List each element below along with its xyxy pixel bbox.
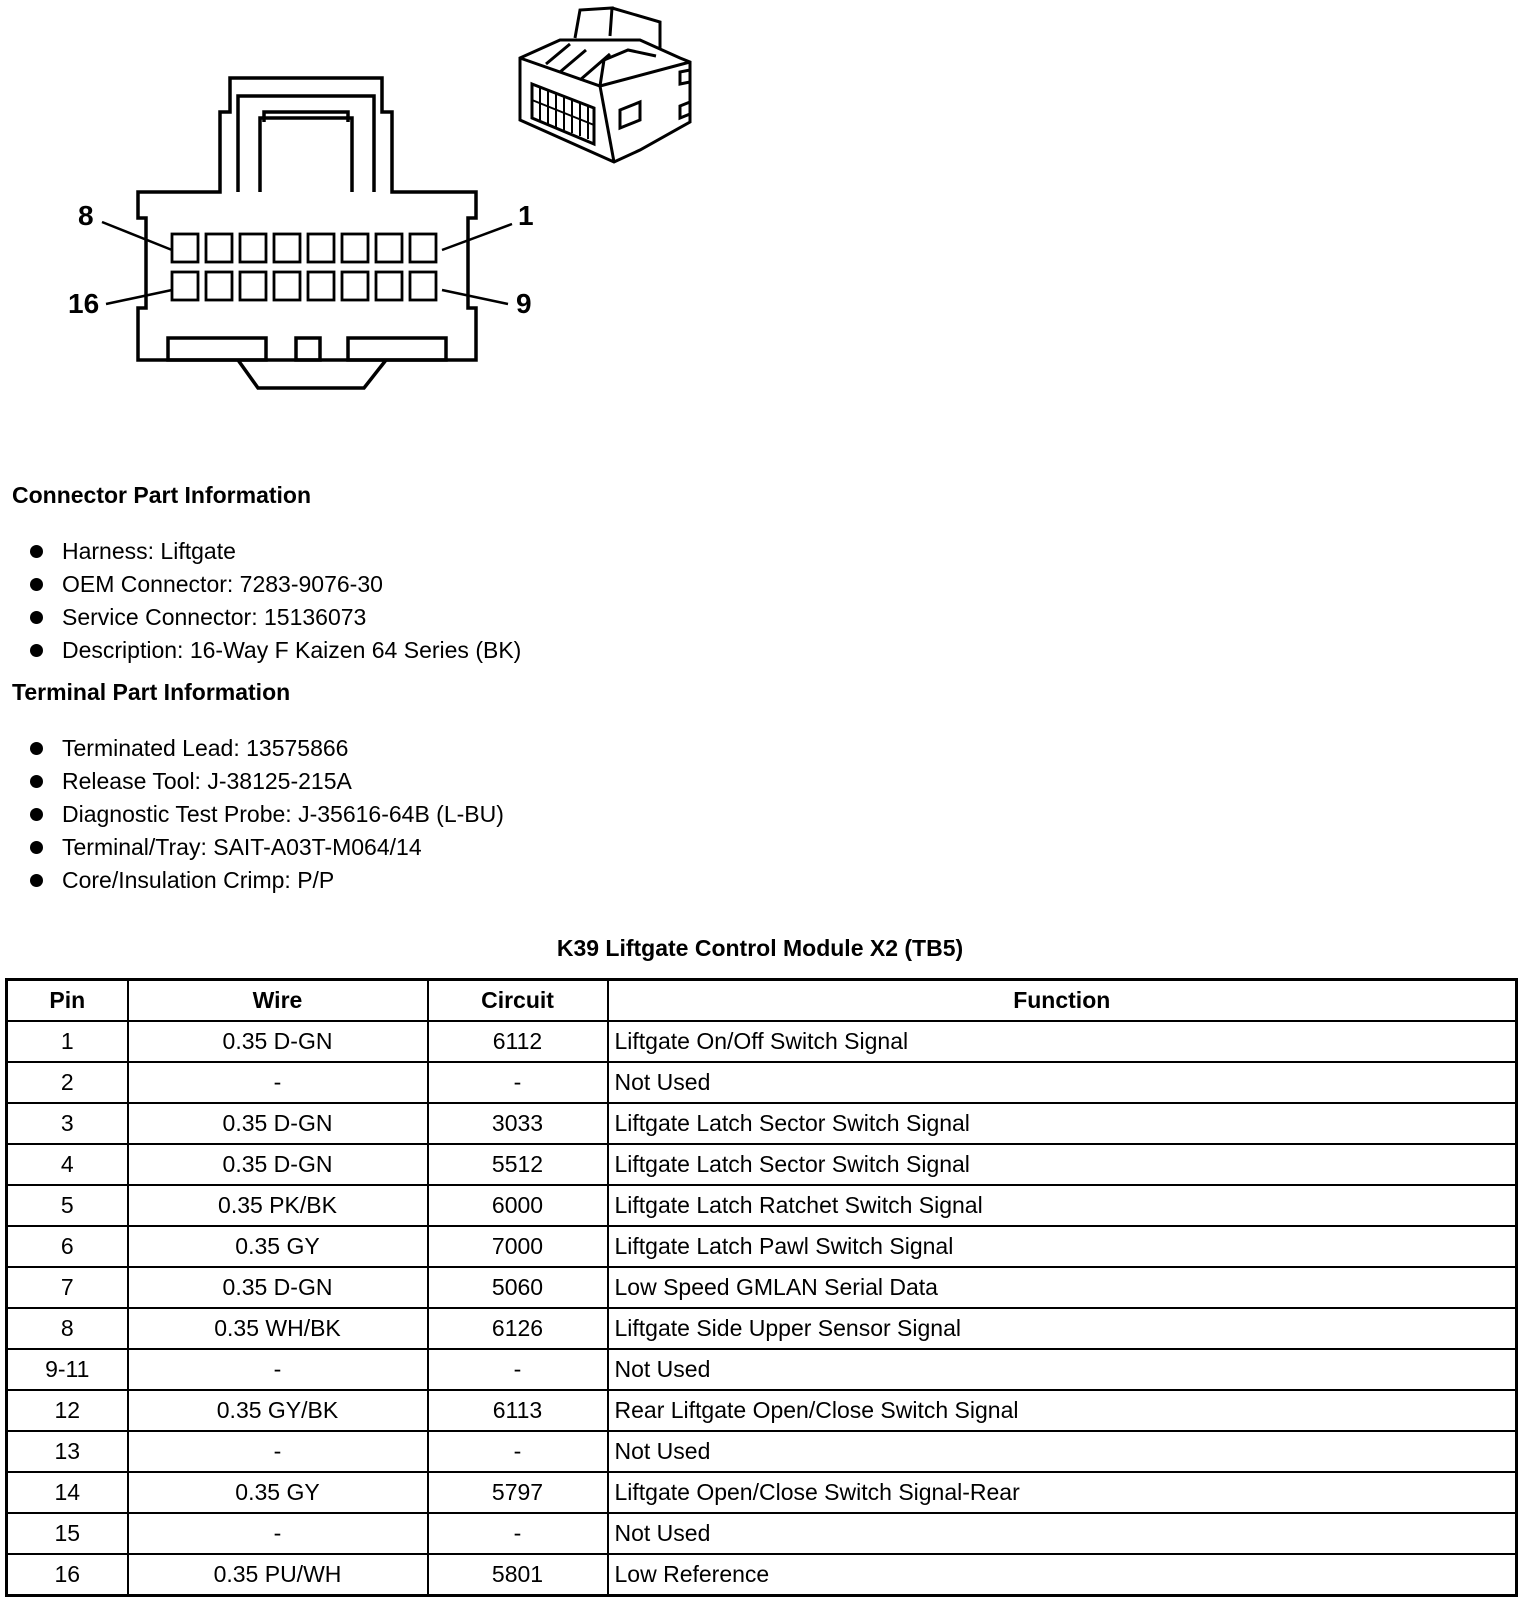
cell-wire: 0.35 PU/WH (128, 1554, 428, 1596)
cell-pin: 2 (7, 1062, 128, 1103)
cell-pin: 6 (7, 1226, 128, 1267)
connector-cavity (308, 272, 334, 300)
cell-circuit: 5060 (428, 1267, 608, 1308)
connector-cavity (274, 234, 300, 262)
connector-cavity (342, 234, 368, 262)
cell-function: Low Reference (608, 1554, 1517, 1596)
cell-circuit: 6112 (428, 1021, 608, 1062)
cell-pin: 13 (7, 1431, 128, 1472)
connector-cavity (240, 234, 266, 262)
cell-wire: 0.35 D-GN (128, 1267, 428, 1308)
cell-pin: 12 (7, 1390, 128, 1431)
table-row (7, 1144, 1517, 1185)
pin-label-1: 1 (518, 200, 534, 231)
list-item: Description: 16-Way F Kaizen 64 Series (BK) (30, 634, 521, 667)
connector-face-drawing (0, 0, 760, 420)
cell-function: Not Used (608, 1513, 1517, 1554)
cell-function: Liftgate Side Upper Sensor Signal (608, 1308, 1517, 1349)
cell-circuit: 6113 (428, 1390, 608, 1431)
connector-cavity (308, 234, 334, 262)
cell-function: Not Used (608, 1431, 1517, 1472)
connector-illustration (520, 8, 690, 162)
table-title: K39 Liftgate Control Module X2 (TB5) (556, 935, 964, 961)
cell-function: Low Speed GMLAN Serial Data (608, 1267, 1517, 1308)
connector-part-info-heading: Connector Part Information (12, 482, 312, 508)
table-header-row (7, 980, 1517, 1022)
cell-pin: 8 (7, 1308, 128, 1349)
cell-function: Not Used (608, 1062, 1517, 1103)
table-row (7, 1308, 1517, 1349)
connector-cavity (376, 272, 402, 300)
list-item: Release Tool: J-38125-215A (30, 765, 504, 798)
connector-cavity (376, 234, 402, 262)
cell-wire: 0.35 D-GN (128, 1021, 428, 1062)
pin-label-8: 8 (78, 200, 94, 231)
table-row (7, 1021, 1517, 1062)
cell-function: Liftgate Latch Sector Switch Signal (608, 1103, 1517, 1144)
connector-face-diagram (0, 0, 760, 420)
connector-cavity (206, 234, 232, 262)
cell-wire: 0.35 D-GN (128, 1103, 428, 1144)
cell-circuit: 5797 (428, 1472, 608, 1513)
table-row (7, 1267, 1517, 1308)
cell-circuit: 6000 (428, 1185, 608, 1226)
terminal-part-info-list (30, 732, 504, 897)
cell-function: Rear Liftgate Open/Close Switch Signal (608, 1390, 1517, 1431)
pinout-table (5, 978, 1518, 1597)
header-circuit: Circuit (428, 980, 608, 1022)
pin-label-16: 16 (68, 288, 100, 319)
connector-cavity (172, 272, 198, 300)
list-item: Service Connector: 15136073 (30, 601, 521, 634)
cell-wire: 0.35 WH/BK (128, 1308, 428, 1349)
cell-wire: - (128, 1349, 428, 1390)
table-row (7, 1185, 1517, 1226)
cell-function: Liftgate Latch Ratchet Switch Signal (608, 1185, 1517, 1226)
list-item: Terminated Lead: 13575866 (30, 732, 504, 765)
table-row (7, 1226, 1517, 1267)
cell-circuit: 5801 (428, 1554, 608, 1596)
connector-cavity (172, 234, 198, 262)
cell-pin: 1 (7, 1021, 128, 1062)
cell-pin: 16 (7, 1554, 128, 1596)
list-item: OEM Connector: 7283-9076-30 (30, 568, 521, 601)
cell-function: Liftgate Latch Pawl Switch Signal (608, 1226, 1517, 1267)
table-row (7, 1349, 1517, 1390)
cell-wire: 0.35 GY (128, 1472, 428, 1513)
cell-wire: 0.35 GY (128, 1226, 428, 1267)
cell-pin: 7 (7, 1267, 128, 1308)
connector-cavity (240, 272, 266, 300)
cell-circuit: - (428, 1062, 608, 1103)
list-item: Terminal/Tray: SAIT-A03T-M064/14 (30, 831, 504, 864)
connector-cavity (410, 272, 436, 300)
header-function: Function (608, 980, 1517, 1022)
header-pin: Pin (7, 980, 128, 1022)
cell-wire: 0.35 D-GN (128, 1144, 428, 1185)
table-body (7, 1021, 1517, 1596)
cell-pin: 4 (7, 1144, 128, 1185)
cell-function: Liftgate On/Off Switch Signal (608, 1021, 1517, 1062)
list-item: Harness: Liftgate (30, 535, 521, 568)
table-row (7, 1390, 1517, 1431)
connector-part-info-list (30, 535, 521, 667)
list-item: Core/Insulation Crimp: P/P (30, 864, 504, 897)
cell-circuit: 5512 (428, 1144, 608, 1185)
cell-pin: 5 (7, 1185, 128, 1226)
connector-cavity (274, 272, 300, 300)
pin-label-9: 9 (516, 288, 532, 319)
table-row (7, 1431, 1517, 1472)
table-row (7, 1103, 1517, 1144)
cell-wire: 0.35 PK/BK (128, 1185, 428, 1226)
connector-cavity (342, 272, 368, 300)
cell-wire: - (128, 1431, 428, 1472)
cell-pin: 3 (7, 1103, 128, 1144)
cell-circuit: 6126 (428, 1308, 608, 1349)
cell-pin: 14 (7, 1472, 128, 1513)
list-item: Diagnostic Test Probe: J-35616-64B (L-BU) (30, 798, 504, 831)
cell-wire: 0.35 GY/BK (128, 1390, 428, 1431)
cell-function: Liftgate Latch Sector Switch Signal (608, 1144, 1517, 1185)
cell-circuit: - (428, 1349, 608, 1390)
cell-pin: 9-11 (7, 1349, 128, 1390)
cell-circuit: 7000 (428, 1226, 608, 1267)
cell-function: Not Used (608, 1349, 1517, 1390)
table-row (7, 1062, 1517, 1103)
cell-pin: 15 (7, 1513, 128, 1554)
table-row (7, 1472, 1517, 1513)
cell-wire: - (128, 1062, 428, 1103)
table-row (7, 1554, 1517, 1596)
cell-circuit: 3033 (428, 1103, 608, 1144)
cell-circuit: - (428, 1431, 608, 1472)
cell-circuit: - (428, 1513, 608, 1554)
table-row (7, 1513, 1517, 1554)
cell-wire: - (128, 1513, 428, 1554)
connector-cavity (206, 272, 232, 300)
terminal-part-info-heading: Terminal Part Information (12, 679, 291, 705)
header-wire: Wire (128, 980, 428, 1022)
cell-function: Liftgate Open/Close Switch Signal-Rear (608, 1472, 1517, 1513)
connector-cavity (410, 234, 436, 262)
